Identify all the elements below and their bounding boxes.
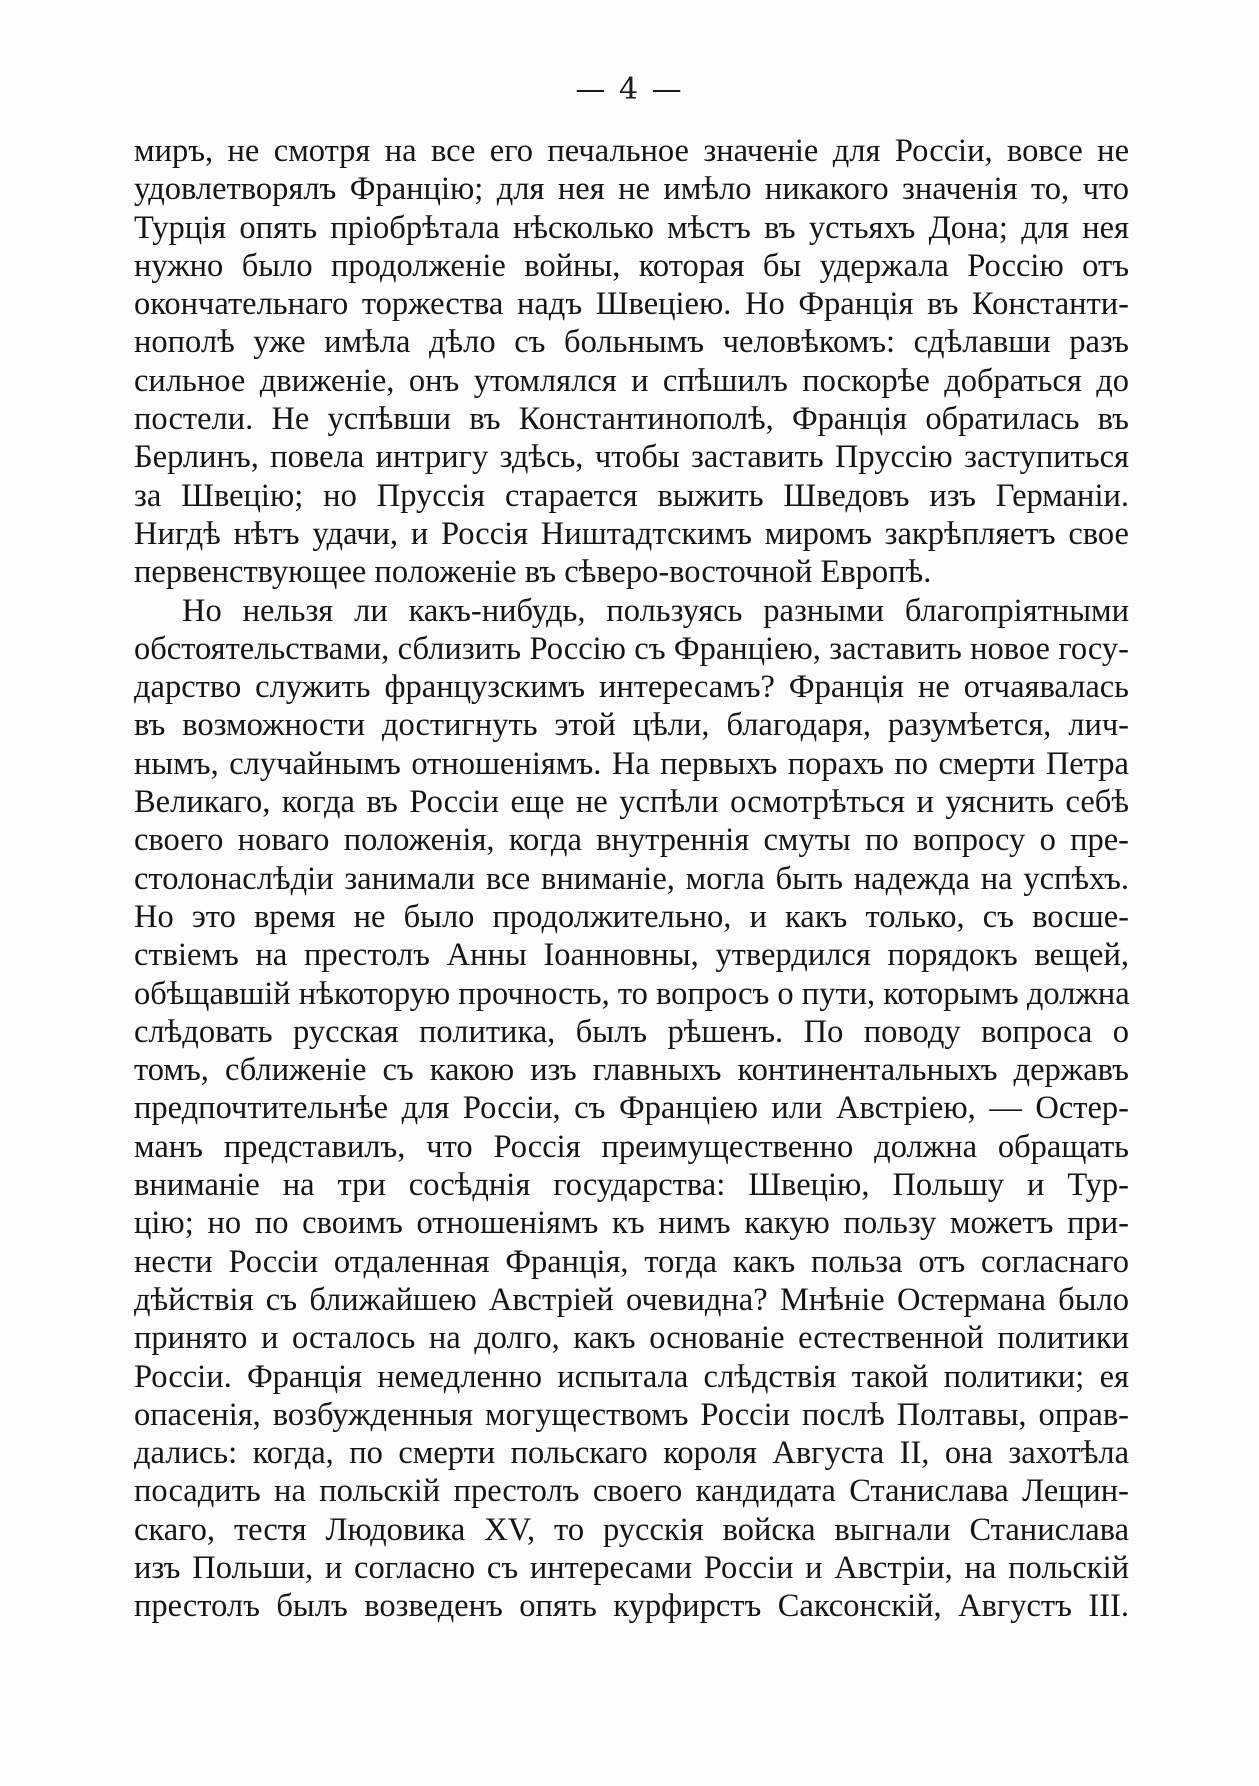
paragraph (134, 132, 1129, 592)
text-line: въ возможности достигнуть этой цѣли, благодаря, разумѣется, лич- (134, 707, 1129, 744)
paragraph (134, 592, 1129, 1626)
text-line: окончательнаго торжества надъ Швеціею. Но Франція въ Константи- (134, 286, 1129, 323)
text-line: обстоятельствами, сблизить Россію съ Франціею, заставить новое госу- (134, 630, 1129, 667)
text-line: своего новаго положенія, когда внутреннія смуты по вопросу о пре- (134, 822, 1129, 859)
text-line: томъ, сближеніе съ какою изъ главныхъ континентальныхъ державъ (134, 1052, 1129, 1089)
text-line: Турція опять пріобрѣтала нѣсколько мѣстъ въ устьяхъ Дона; для нея (134, 209, 1129, 246)
text-line: нымъ, случайнымъ отношеніямъ. На первыхъ порахъ по смерти Петра (134, 745, 1129, 782)
text-line: первенствующее положеніе въ сѣверо-восточной Европѣ. (134, 554, 932, 591)
text-line: удовлетворялъ Францію; для нея не имѣло никакого значенія то, что (134, 171, 1129, 208)
text-line: столонаслѣдіи занимали все вниманіе, могла быть надежда на успѣхъ. (134, 860, 1129, 897)
text-line: дались: когда, по смерти польскаго короля Августа II, она захотѣла (134, 1435, 1129, 1472)
text-line: постели. Не успѣвши въ Константинополѣ, Франція обратилась въ (134, 401, 1129, 438)
text-line: Но это время не было продолжительно, и какъ только, съ восше- (134, 898, 1129, 935)
text-line: слѣдовать русская политика, былъ рѣшенъ. По поводу вопроса о (134, 1013, 1129, 1050)
text-line: вниманіе на три сосѣднія государства: Швецію, Польшу и Тур- (134, 1167, 1129, 1204)
text-line: Берлинъ, повела интригу здѣсь, чтобы заставить Пруссію заступиться (134, 439, 1129, 476)
text-line: престолъ былъ возведенъ опять курфирстъ Саксонскій, Августъ III. (134, 1588, 1129, 1625)
text-line: дѣйствія съ ближайшею Австріей очевидна? Мнѣніе Остермана было (134, 1281, 1129, 1318)
text-line: нести Россіи отдаленная Франція, тогда какъ польза отъ согласнаго (134, 1243, 1129, 1280)
text-line: миръ, не смотря на все его печальное значеніе для Россіи, вовсе не (134, 133, 1129, 169)
text-line: сильное движеніе, онъ утомлялся и спѣшилъ поскорѣе добраться до (134, 362, 1129, 399)
text-line: нужно было продолженіе войны, которая бы удержала Россію отъ (134, 247, 1129, 284)
text-line: скаго, тестя Людовика XV, то русскія войска выгнали Станислава (134, 1511, 1129, 1548)
page-number: — 4 — (575, 72, 684, 107)
text-line: ствіемъ на престолъ Анны Іоанновны, утвердился порядокъ вещей, (134, 937, 1129, 974)
text-line: посадить на польскій престолъ своего кандидата Станислава Лещин- (134, 1473, 1129, 1510)
text-line: опасенія, возбужденныя могуществомъ Россіи послѣ Полтавы, оправ- (134, 1396, 1129, 1433)
text-line: за Швецію; но Пруссія старается выжить Шведовъ изъ Германіи. (134, 477, 1129, 514)
text-line: Нигдѣ нѣтъ удачи, и Россія Ништадтскимъ миромъ закрѣпляетъ свое (134, 515, 1129, 552)
text-line: Но нельзя ли какъ-нибудь, пользуясь разными благопріятными (182, 592, 1129, 629)
text-line: манъ представилъ, что Россія преимущественно должна обращать (134, 1128, 1129, 1165)
text-line: нополѣ уже имѣла дѣло съ больнымъ человѣкомъ: сдѣлавши разъ (134, 324, 1129, 361)
text-line: принято и осталось на долго, какъ основаніе естественной политики (134, 1320, 1129, 1357)
body-text (134, 132, 1129, 1626)
text-line: Великаго, когда въ Россіи еще не успѣли осмотрѣться и уяснить себѣ (134, 784, 1129, 821)
text-line: цію; но по своимъ отношеніямъ къ нимъ какую пользу можетъ при- (134, 1205, 1129, 1242)
text-line: изъ Польши, и согласно съ интересами Россіи и Австріи, на польскій (134, 1549, 1129, 1586)
text-line: Россіи. Франція немедленно испытала слѣдствія такой политики; ея (134, 1358, 1129, 1395)
text-line: дарство служить французскимъ интересамъ? Франція не отчаявалась (134, 669, 1129, 706)
text-line: предпочтительнѣе для Россіи, съ Франціею или Австріею, — Остер- (134, 1090, 1129, 1127)
text-line: обѣщавшій нѣкоторую прочность, то вопросъ о пути, которымъ должна (134, 975, 1130, 1012)
